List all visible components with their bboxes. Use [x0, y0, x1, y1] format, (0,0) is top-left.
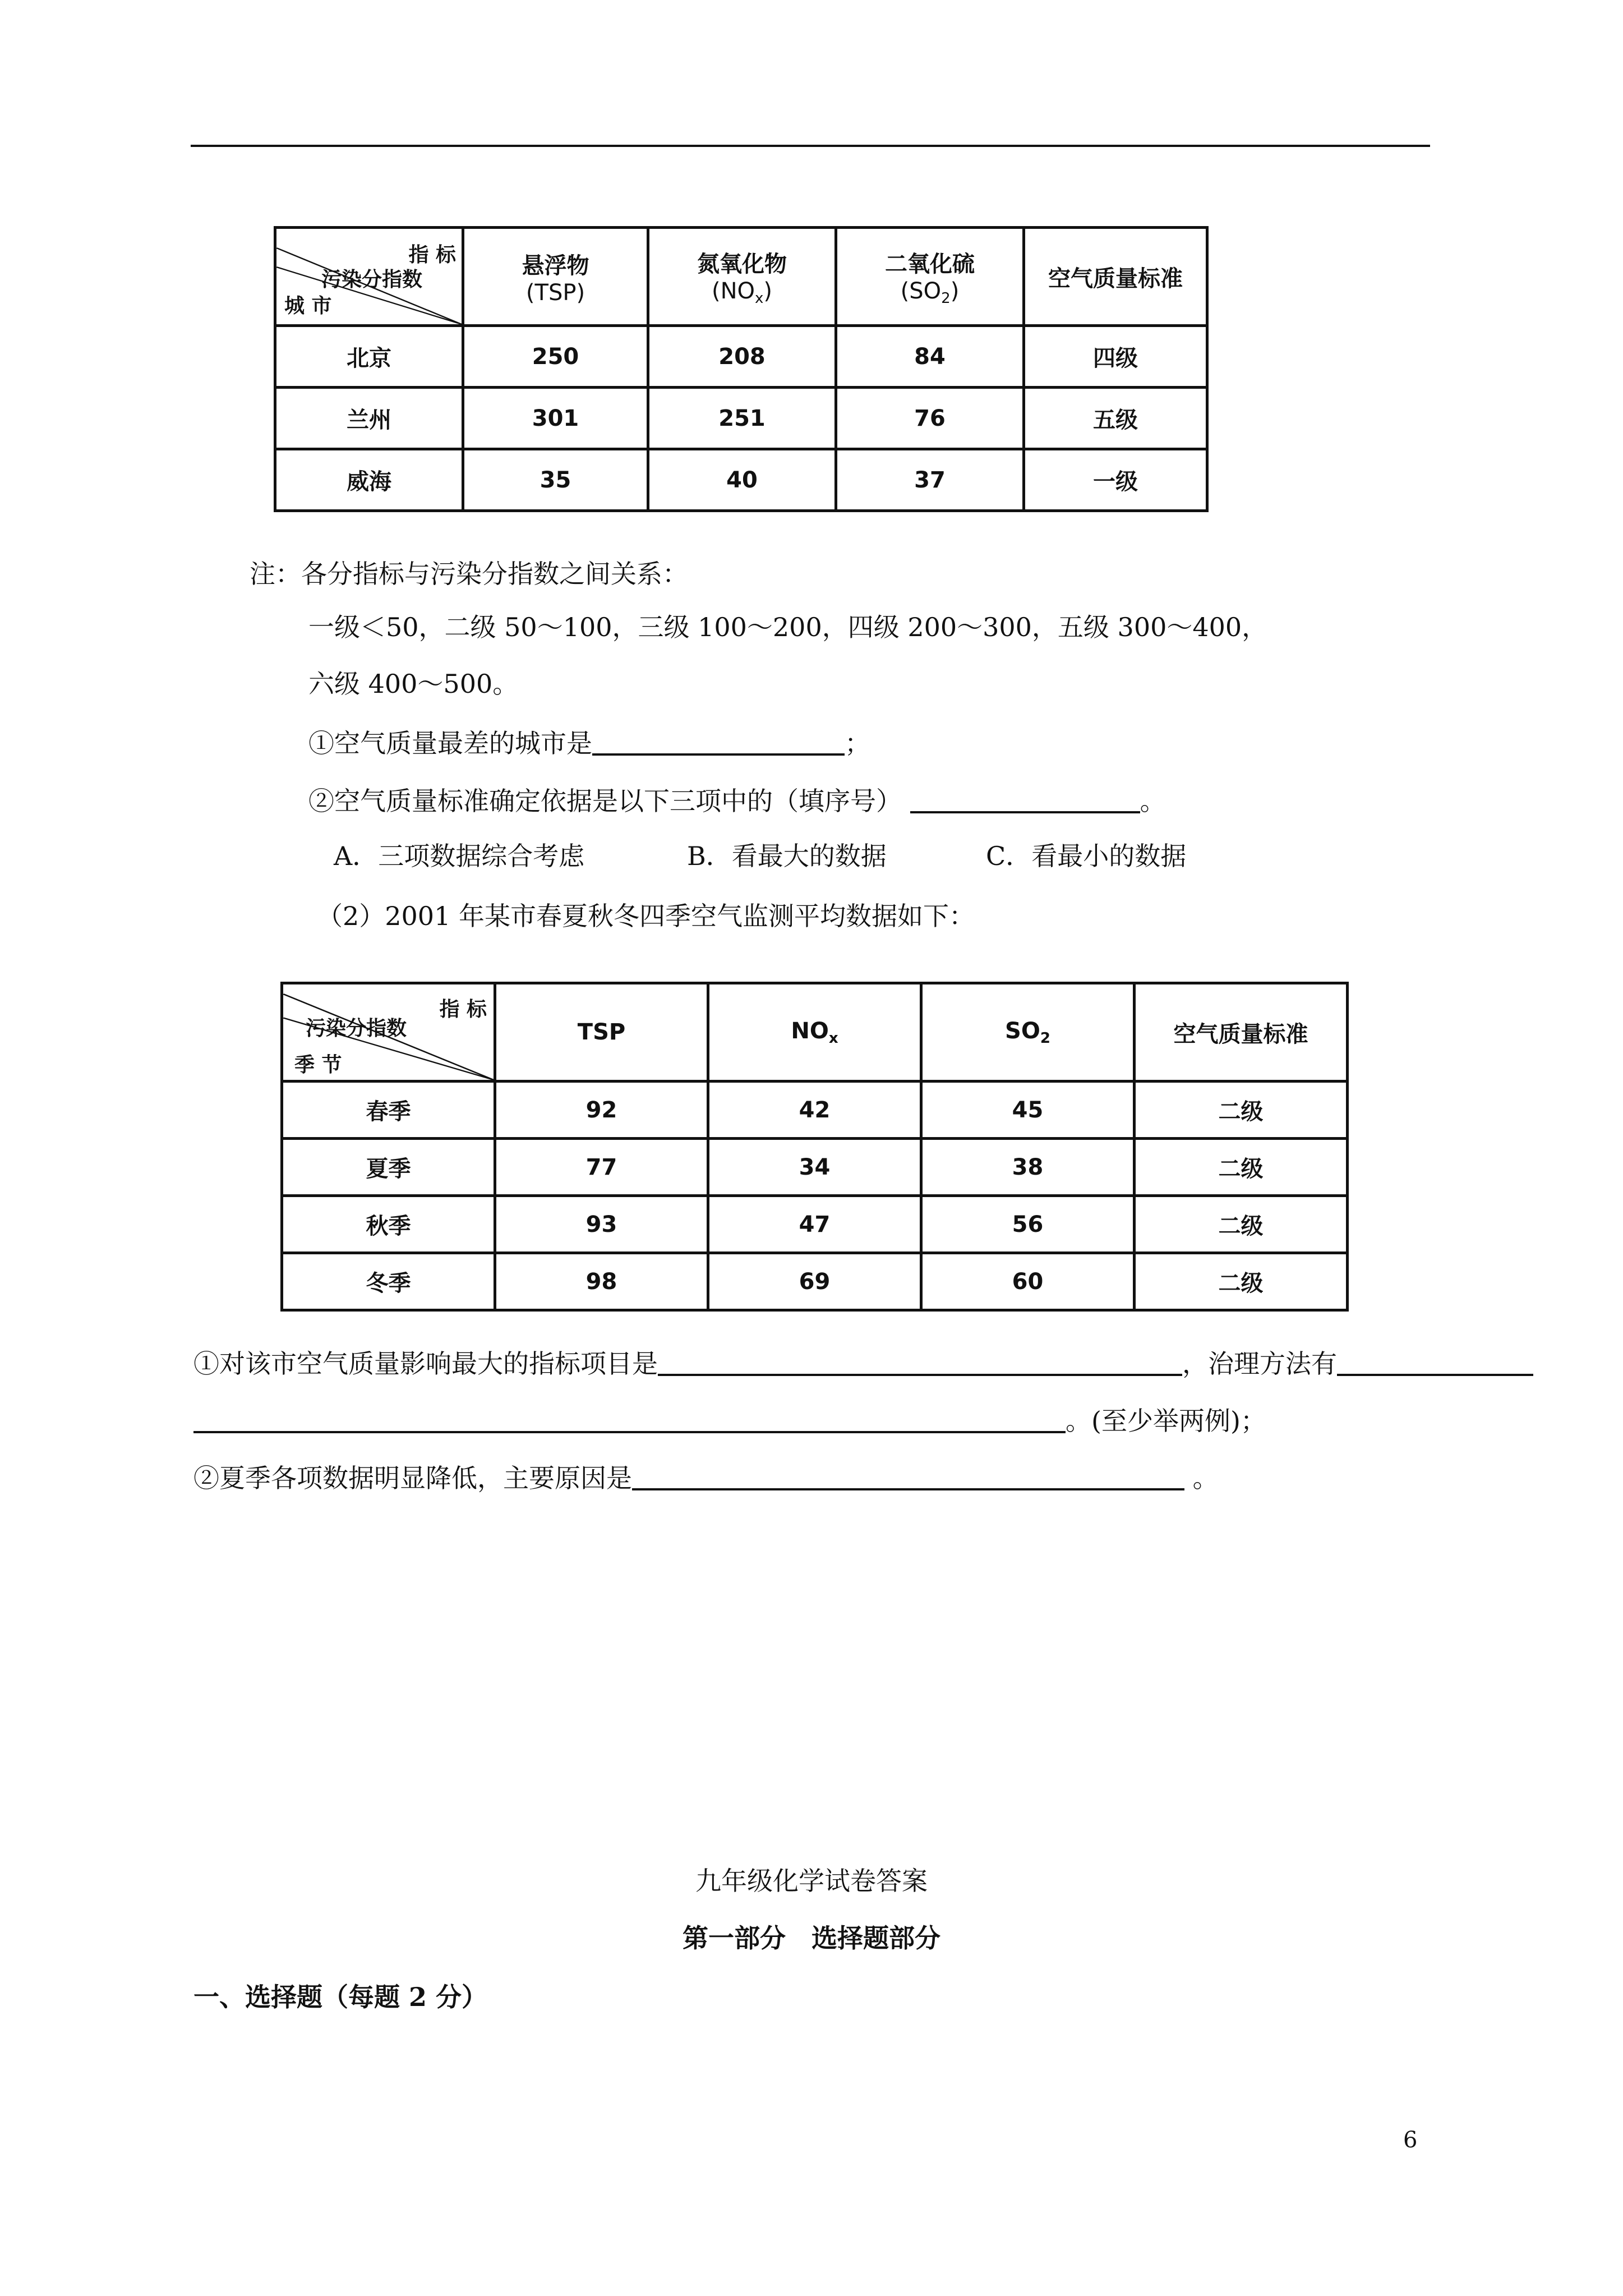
- page-number: 6: [1403, 2127, 1418, 2153]
- answers-title: 九年级化学试卷答案: [695, 1866, 928, 1896]
- header-nox: $NO_x$: [708, 983, 921, 1082]
- header-tsp: 悬浮物 (TSP): [463, 228, 648, 326]
- so2-cell: 37: [836, 449, 1024, 511]
- city-cell: 兰州: [275, 388, 463, 449]
- table1-corner-cell: [275, 228, 463, 326]
- answers-section-heading: 一、选择题（每题 2 分）: [193, 1982, 488, 2012]
- tsp-cell: 98: [495, 1253, 708, 1310]
- header-rule: [191, 145, 1430, 147]
- table-row: [282, 1082, 1348, 1139]
- so2-cell: 56: [921, 1196, 1135, 1253]
- so2-cell: 76: [836, 388, 1024, 449]
- corner-index-label: 污染分指数: [306, 1017, 407, 1040]
- season-cell: 冬季: [282, 1253, 495, 1310]
- grade-cell: 四级: [1024, 326, 1207, 388]
- answer-blank-indicator[interactable]: [658, 1348, 1182, 1376]
- header-nox: 氮氧化物 $(NO_x)$: [648, 228, 836, 326]
- part2-intro: （2）2001 年某市春夏秋冬四季空气监测平均数据如下：: [317, 901, 975, 931]
- corner-index-label: 污染分指数: [321, 268, 423, 291]
- header-tsp: TSP: [495, 983, 708, 1082]
- grade-cell: 二级: [1135, 1139, 1348, 1196]
- table-row: [282, 1196, 1348, 1253]
- nox-cell: 34: [708, 1139, 921, 1196]
- city-pollution-table: [274, 226, 1209, 512]
- corner-indicator-label: 指 标: [408, 243, 456, 266]
- nox-cell: 69: [708, 1253, 921, 1310]
- season-pollution-table: [280, 982, 1349, 1312]
- header-standard: 空气质量标准: [1135, 983, 1348, 1082]
- header-so2: 二氧化硫 $(SO_2)$: [836, 228, 1024, 326]
- answer-blank-method-1[interactable]: [1337, 1348, 1533, 1376]
- nox-cell: 40: [648, 449, 836, 511]
- answer-blank-worst-city[interactable]: [592, 728, 845, 756]
- so2-cell: 84: [836, 326, 1024, 388]
- season-cell: 春季: [282, 1082, 495, 1139]
- grade-cell: 一级: [1024, 449, 1207, 511]
- answer-blank-method-2[interactable]: [193, 1405, 1066, 1433]
- option-c: C．看最小的数据: [986, 841, 1187, 871]
- city-cell: 威海: [275, 449, 463, 511]
- question-summer-reason: ②夏季各项数据明显降低，主要原因是 。: [193, 1463, 1219, 1493]
- table-row: [282, 1253, 1348, 1310]
- corner-season-label: 季 节: [294, 1053, 342, 1076]
- nox-cell: 251: [648, 388, 836, 449]
- option-a: A．三项数据综合考虑: [334, 841, 585, 871]
- table-row: [282, 1139, 1348, 1196]
- answers-part-title: 第一部分 选择题部分: [683, 1923, 940, 1953]
- tsp-cell: 301: [463, 388, 648, 449]
- nox-cell: 47: [708, 1196, 921, 1253]
- tsp-cell: 77: [495, 1139, 708, 1196]
- answer-blank-reason[interactable]: [632, 1462, 1184, 1490]
- tsp-cell: 92: [495, 1082, 708, 1139]
- nox-cell: 208: [648, 326, 836, 388]
- grade-cell: 二级: [1135, 1196, 1348, 1253]
- table-row: [275, 449, 1207, 511]
- season-cell: 秋季: [282, 1196, 495, 1253]
- option-b: B．看最大的数据: [687, 841, 887, 871]
- so2-cell: 45: [921, 1082, 1135, 1139]
- note-grade-line-1: 一级＜50，二级 50～100，三级 100～200，四级 200～300，五级 300～400，: [308, 612, 1268, 642]
- so2-cell: 38: [921, 1139, 1135, 1196]
- header-so2: $SO_2$: [921, 983, 1135, 1082]
- table-row: [275, 388, 1207, 449]
- question-main-indicator: ①对该市空气质量影响最大的指标项目是 ，治理方法有: [193, 1348, 1533, 1377]
- note-grade-line-2: 六级 400～500。: [308, 669, 519, 699]
- tsp-cell: 93: [495, 1196, 708, 1253]
- note-title: 注：各分指标与污染分指数之间关系：: [250, 559, 688, 589]
- so2-cell: 60: [921, 1253, 1135, 1310]
- tsp-cell: 35: [463, 449, 648, 511]
- table-row: [275, 326, 1207, 388]
- grade-cell: 二级: [1135, 1082, 1348, 1139]
- nox-cell: 42: [708, 1082, 921, 1139]
- question-standard-basis: ②空气质量标准确定依据是以下三项中的（填序号） 。: [308, 786, 1166, 816]
- table2-corner-cell: [282, 983, 495, 1082]
- season-cell: 夏季: [282, 1139, 495, 1196]
- city-cell: 北京: [275, 326, 463, 388]
- tsp-cell: 250: [463, 326, 648, 388]
- answer-blank-basis[interactable]: [910, 785, 1140, 813]
- question-worst-city: ①空气质量最差的城市是 ；: [308, 728, 870, 758]
- corner-indicator-label: 指 标: [439, 998, 487, 1021]
- header-standard: 空气质量标准: [1024, 228, 1207, 326]
- question-method-cont: 。(至少举两例)；: [193, 1405, 1266, 1434]
- corner-city-label: 城 市: [284, 295, 332, 318]
- grade-cell: 五级: [1024, 388, 1207, 449]
- grade-cell: 二级: [1135, 1253, 1348, 1310]
